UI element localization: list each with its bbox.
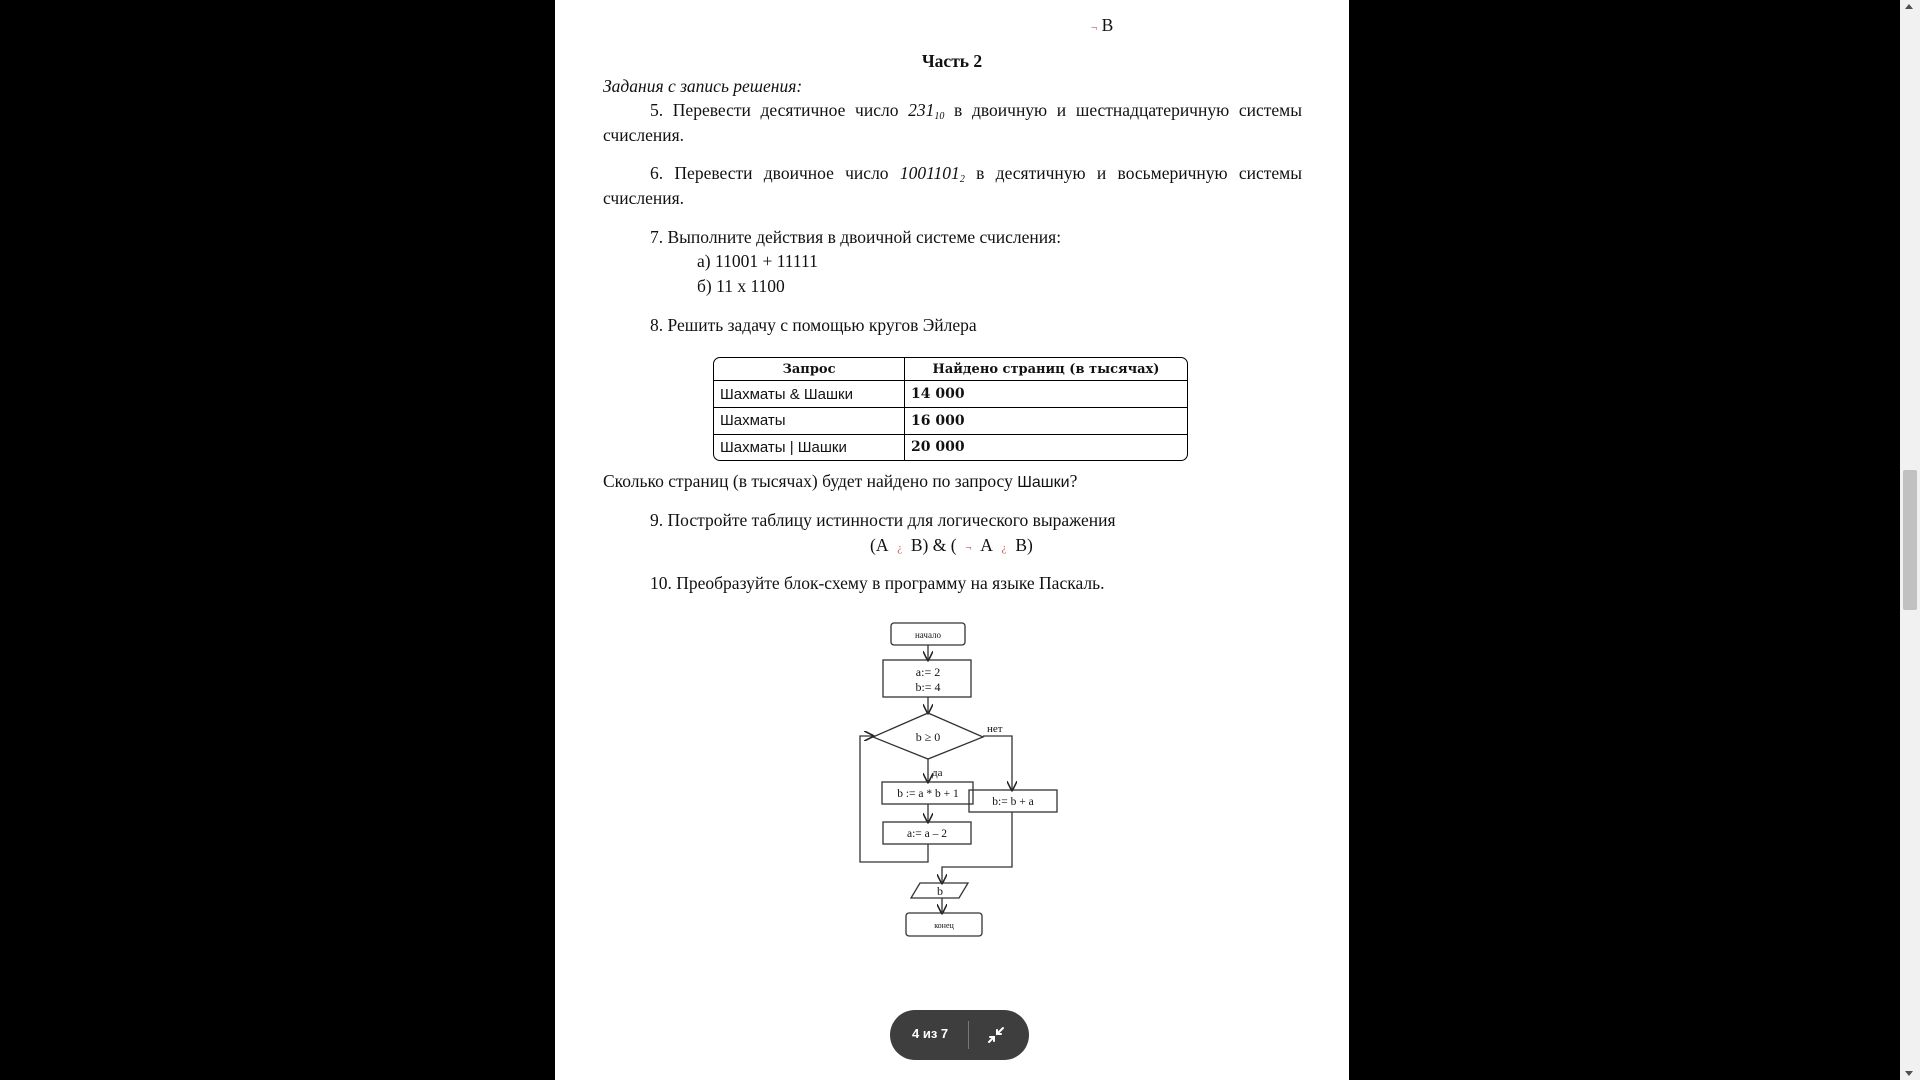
section-subtitle: Задания с запись решения: [603, 76, 803, 96]
flow-end-label: конец [934, 921, 954, 930]
table-cell-count: 20 000 [905, 434, 1188, 460]
page-navigator [890, 1010, 1029, 1060]
table-cell-count: 14 000 [905, 381, 1188, 408]
exit-fullscreen-button[interactable] [978, 1018, 1014, 1052]
table-header-found: Найдено страниц (в тысячах) [905, 358, 1188, 381]
part-title: Часть 2 [921, 51, 983, 71]
document-page [555, 0, 1349, 1080]
task-9-expression: (А ¿ В) & ( ¬ А ¿ В) [870, 535, 1033, 555]
task-6-cont: счисления. [603, 188, 685, 208]
task-10-title: 10. Преобразуйте блок-схему в программу на языке Паскаль. [650, 573, 1105, 593]
scrollbar-thumb[interactable] [1903, 470, 1917, 610]
collapse-arrows-icon [978, 1018, 1014, 1052]
table-row [714, 381, 1187, 408]
flow-output-label: b [937, 884, 943, 898]
flow-yes-label: да [932, 767, 943, 779]
table-header-query: Запрос [714, 358, 905, 381]
flow-start-label: начало [914, 630, 942, 640]
table-row [714, 408, 1187, 435]
top-expression-line: ¬ B [1091, 15, 1114, 35]
flow-init-line1: a:= 2 [915, 665, 941, 679]
table-cell-count: 16 000 [905, 408, 1188, 435]
task-8-question: Сколько страниц (в тысячах) будет найдено по запросу Шашки? [603, 471, 1078, 491]
task-8-title: 8. Решить задачу с помощью кругов Эйлера [650, 315, 977, 335]
flow-condition-label: b ≥ 0 [915, 730, 941, 744]
task-7-title: 7. Выполните действия в двоичной системе счисления: [650, 227, 1062, 247]
task-5-cont: счисления. [603, 125, 685, 145]
scroll-down-arrow-icon[interactable] [1905, 1071, 1913, 1076]
flow-no-stmt: b:= b + a [992, 796, 1034, 808]
task-7-b: б) 11 х 1100 [697, 276, 785, 296]
task-9-title: 9. Постройте таблицу истинности для логического выражения [650, 510, 1116, 530]
scroll-up-arrow-icon[interactable] [1905, 4, 1913, 9]
vertical-scrollbar[interactable] [1900, 0, 1920, 1080]
table-cell-query: Шахматы & Шашки [714, 381, 905, 408]
table-cell-query: Шахматы [714, 408, 905, 435]
task-7-a: а) 11001 + 11111 [697, 251, 818, 271]
pager-divider [968, 1021, 969, 1049]
table-row [714, 434, 1187, 460]
task-5-line: 5. Перевести десятичное число $231_{10}$ в двоичную и шестнадцатеричную системы [650, 100, 1302, 122]
flow-no-label: нет [987, 723, 1003, 735]
flow-yes-stmt: b := a * b + 1 [897, 788, 959, 800]
table-header-row [714, 358, 1187, 381]
page-indicator: 4 из 7 [912, 1026, 949, 1041]
task-6-line: 6. Перевести двоичное число $1001101_2$ в десятичную и восьмеричную системы [650, 163, 1303, 185]
table-cell-query: Шахматы | Шашки [714, 434, 905, 460]
query-table [713, 357, 1188, 461]
flowchart [840, 620, 1070, 940]
flow-yes-stmt2: a:= a – 2 [906, 828, 948, 840]
flow-init-line2: b:= 4 [915, 680, 941, 694]
